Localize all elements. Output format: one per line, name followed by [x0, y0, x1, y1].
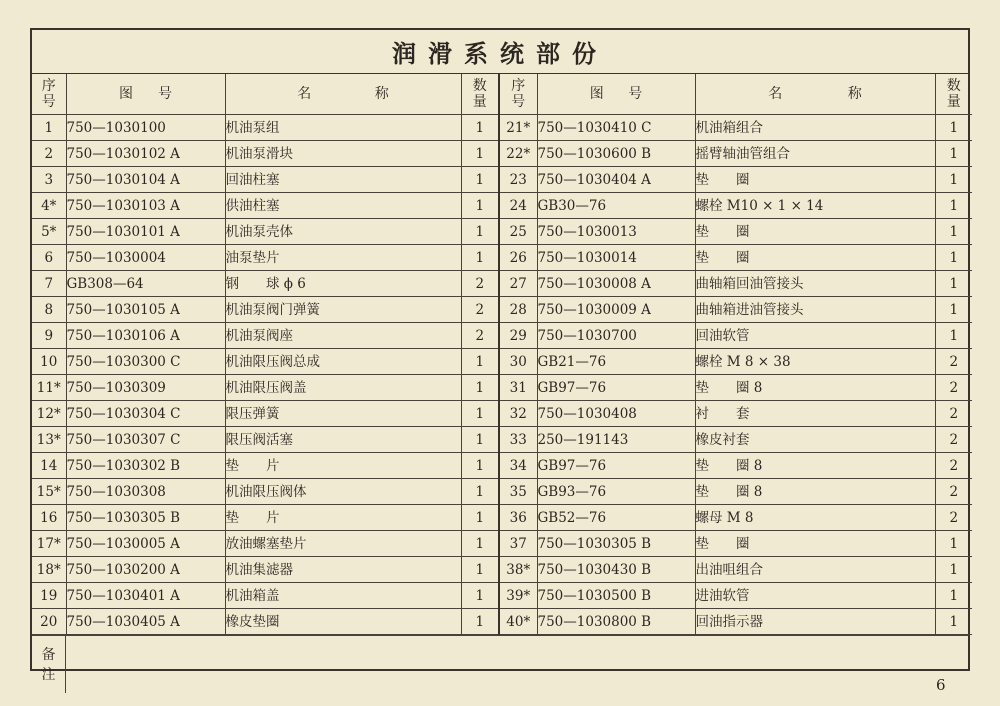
- figure-number-cell: 750—1030103 A: [66, 193, 225, 219]
- parts-sheet: [30, 28, 970, 683]
- quantity-cell: 1: [461, 115, 499, 141]
- quantity-cell: 2: [461, 323, 499, 349]
- table-row: [32, 505, 972, 531]
- table-row: [32, 401, 972, 427]
- part-name-cell: 机油限压阀盖: [225, 375, 461, 401]
- table-row: [32, 271, 972, 297]
- table-row: [32, 323, 972, 349]
- quantity-cell: 1: [461, 193, 499, 219]
- part-name-cell: 摇臂轴油管组合: [695, 141, 935, 167]
- figure-number-cell: 750—1030300 C: [66, 349, 225, 375]
- seq-cell: 17*: [32, 531, 66, 557]
- part-name-cell: 螺栓 M10 × 1 × 14: [695, 193, 935, 219]
- seq-cell: 16: [32, 505, 66, 531]
- quantity-cell: 2: [461, 271, 499, 297]
- part-name-cell: 油泵垫片: [225, 245, 461, 271]
- part-name-cell: 垫 圈 8: [695, 375, 935, 401]
- quantity-cell: 1: [461, 557, 499, 583]
- part-name-cell: 垫 片: [225, 505, 461, 531]
- seq-cell: 10: [32, 349, 66, 375]
- part-name-cell: 螺栓 M 8 × 38: [695, 349, 935, 375]
- seq-cell: 22*: [499, 141, 537, 167]
- quantity-cell: 1: [461, 349, 499, 375]
- header-name: 名 称: [225, 74, 461, 115]
- seq-cell: 8: [32, 297, 66, 323]
- seq-cell: 25: [499, 219, 537, 245]
- seq-cell: 18*: [32, 557, 66, 583]
- parts-body: [32, 115, 972, 635]
- seq-cell: 37: [499, 531, 537, 557]
- part-name-cell: 机油箱组合: [695, 115, 935, 141]
- quantity-cell: 1: [935, 245, 972, 271]
- quantity-cell: 1: [935, 115, 972, 141]
- seq-cell: 36: [499, 505, 537, 531]
- seq-cell: 2: [32, 141, 66, 167]
- table-row: [32, 141, 972, 167]
- table-row: [32, 219, 972, 245]
- figure-number-cell: 750—1030014: [537, 245, 695, 271]
- figure-number-cell: 750—1030405 A: [66, 609, 225, 635]
- table-row: [32, 245, 972, 271]
- quantity-cell: 2: [935, 479, 972, 505]
- figure-number-cell: 250—191143: [537, 427, 695, 453]
- seq-cell: 34: [499, 453, 537, 479]
- quantity-cell: 1: [461, 245, 499, 271]
- figure-number-cell: 750—1030305 B: [537, 531, 695, 557]
- quantity-cell: 1: [461, 453, 499, 479]
- seq-cell: 32: [499, 401, 537, 427]
- seq-cell: 28: [499, 297, 537, 323]
- figure-number-cell: 750—1030404 A: [537, 167, 695, 193]
- table-row: [32, 427, 972, 453]
- quantity-cell: 1: [935, 193, 972, 219]
- part-name-cell: 机油泵组: [225, 115, 461, 141]
- figure-number-cell: 750—1030102 A: [66, 141, 225, 167]
- figure-number-cell: 750—1030800 B: [537, 609, 695, 635]
- part-name-cell: 垫 圈 8: [695, 479, 935, 505]
- parts-table: [32, 74, 972, 635]
- figure-number-cell: 750—1030101 A: [66, 219, 225, 245]
- figure-number-cell: 750—1030304 C: [66, 401, 225, 427]
- figure-number-cell: GB97—76: [537, 375, 695, 401]
- quantity-cell: 2: [935, 401, 972, 427]
- part-name-cell: 回油软管: [695, 323, 935, 349]
- remarks-label: 备 注: [32, 636, 66, 693]
- figure-number-cell: 750—1030401 A: [66, 583, 225, 609]
- table-row: [32, 115, 972, 141]
- figure-number-cell: 750—1030700: [537, 323, 695, 349]
- seq-cell: 27: [499, 271, 537, 297]
- seq-cell: 20: [32, 609, 66, 635]
- figure-number-cell: GB93—76: [537, 479, 695, 505]
- table-row: [32, 609, 972, 635]
- part-name-cell: 出油咀组合: [695, 557, 935, 583]
- quantity-cell: 1: [935, 297, 972, 323]
- figure-number-cell: 750—1030008 A: [537, 271, 695, 297]
- quantity-cell: 1: [461, 505, 499, 531]
- figure-number-cell: 750—1030004: [66, 245, 225, 271]
- figure-number-cell: 750—1030200 A: [66, 557, 225, 583]
- table-row: [32, 375, 972, 401]
- table-row: [32, 193, 972, 219]
- seq-cell: 15*: [32, 479, 66, 505]
- part-name-cell: 垫 圈 8: [695, 453, 935, 479]
- seq-cell: 29: [499, 323, 537, 349]
- figure-number-cell: 750—1030410 C: [537, 115, 695, 141]
- seq-cell: 14: [32, 453, 66, 479]
- table-row: [32, 297, 972, 323]
- page-number: 6: [936, 676, 946, 694]
- header-seq: 序 号: [32, 74, 66, 115]
- seq-cell: 31: [499, 375, 537, 401]
- figure-number-cell: 750—1030302 B: [66, 453, 225, 479]
- quantity-cell: 1: [461, 479, 499, 505]
- remarks-row: [32, 635, 968, 693]
- seq-cell: 4*: [32, 193, 66, 219]
- figure-number-cell: 750—1030104 A: [66, 167, 225, 193]
- figure-number-cell: 750—1030305 B: [66, 505, 225, 531]
- part-name-cell: 放油螺塞垫片: [225, 531, 461, 557]
- part-name-cell: 螺母 M 8: [695, 505, 935, 531]
- figure-number-cell: GB21—76: [537, 349, 695, 375]
- seq-cell: 19: [32, 583, 66, 609]
- quantity-cell: 2: [935, 375, 972, 401]
- seq-cell: 5*: [32, 219, 66, 245]
- seq-cell: 13*: [32, 427, 66, 453]
- quantity-cell: 2: [935, 453, 972, 479]
- figure-number-cell: 750—1030408: [537, 401, 695, 427]
- part-name-cell: 回油指示器: [695, 609, 935, 635]
- quantity-cell: 1: [461, 609, 499, 635]
- part-name-cell: 机油泵滑块: [225, 141, 461, 167]
- part-name-cell: 限压阀活塞: [225, 427, 461, 453]
- seq-cell: 7: [32, 271, 66, 297]
- quantity-cell: 1: [935, 271, 972, 297]
- figure-number-cell: 750—1030105 A: [66, 297, 225, 323]
- quantity-cell: 1: [935, 609, 972, 635]
- quantity-cell: 1: [935, 141, 972, 167]
- quantity-cell: 2: [935, 505, 972, 531]
- quantity-cell: 1: [935, 167, 972, 193]
- figure-number-cell: 750—1030009 A: [537, 297, 695, 323]
- table-row: [32, 531, 972, 557]
- header-qty: 数 量: [935, 74, 972, 115]
- figure-number-cell: 750—1030600 B: [537, 141, 695, 167]
- figure-number-cell: GB52—76: [537, 505, 695, 531]
- part-name-cell: 机油箱盖: [225, 583, 461, 609]
- table-row: [32, 479, 972, 505]
- seq-cell: 26: [499, 245, 537, 271]
- figure-number-cell: GB97—76: [537, 453, 695, 479]
- part-name-cell: 机油限压阀总成: [225, 349, 461, 375]
- seq-cell: 21*: [499, 115, 537, 141]
- figure-number-cell: 750—1030005 A: [66, 531, 225, 557]
- quantity-cell: 1: [461, 401, 499, 427]
- part-name-cell: 机油集滤器: [225, 557, 461, 583]
- seq-cell: 24: [499, 193, 537, 219]
- quantity-cell: 1: [461, 141, 499, 167]
- figure-number-cell: 750—1030308: [66, 479, 225, 505]
- part-name-cell: 橡皮垫圈: [225, 609, 461, 635]
- quantity-cell: 1: [461, 531, 499, 557]
- seq-cell: 11*: [32, 375, 66, 401]
- header-seq: 序 号: [499, 74, 537, 115]
- seq-cell: 9: [32, 323, 66, 349]
- quantity-cell: 2: [935, 427, 972, 453]
- quantity-cell: 1: [461, 219, 499, 245]
- quantity-cell: 1: [461, 375, 499, 401]
- quantity-cell: 2: [461, 297, 499, 323]
- seq-cell: 39*: [499, 583, 537, 609]
- table-row: [32, 557, 972, 583]
- quantity-cell: 1: [935, 583, 972, 609]
- seq-cell: 33: [499, 427, 537, 453]
- seq-cell: 40*: [499, 609, 537, 635]
- part-name-cell: 橡皮衬套: [695, 427, 935, 453]
- part-name-cell: 机油泵阀座: [225, 323, 461, 349]
- quantity-cell: 1: [935, 323, 972, 349]
- part-name-cell: 机油限压阀体: [225, 479, 461, 505]
- header-fig: 图 号: [537, 74, 695, 115]
- header-row: [32, 74, 972, 115]
- seq-cell: 6: [32, 245, 66, 271]
- figure-number-cell: 750—1030100: [66, 115, 225, 141]
- part-name-cell: 衬 套: [695, 401, 935, 427]
- page-title: 润滑系统部份: [32, 30, 968, 74]
- part-name-cell: 机油泵阀门弹簧: [225, 297, 461, 323]
- part-name-cell: 垫 片: [225, 453, 461, 479]
- part-name-cell: 回油柱塞: [225, 167, 461, 193]
- figure-number-cell: 750—1030430 B: [537, 557, 695, 583]
- quantity-cell: 1: [461, 167, 499, 193]
- seq-cell: 30: [499, 349, 537, 375]
- table-row: [32, 453, 972, 479]
- quantity-cell: 1: [461, 427, 499, 453]
- table-row: [32, 167, 972, 193]
- seq-cell: 38*: [499, 557, 537, 583]
- seq-cell: 1: [32, 115, 66, 141]
- part-name-cell: 垫 圈: [695, 531, 935, 557]
- table-row: [32, 349, 972, 375]
- seq-cell: 12*: [32, 401, 66, 427]
- part-name-cell: 垫 圈: [695, 167, 935, 193]
- table-row: [32, 583, 972, 609]
- figure-number-cell: 750—1030013: [537, 219, 695, 245]
- quantity-cell: 1: [935, 557, 972, 583]
- seq-cell: 3: [32, 167, 66, 193]
- header-fig: 图 号: [66, 74, 225, 115]
- part-name-cell: 进油软管: [695, 583, 935, 609]
- part-name-cell: 机油泵壳体: [225, 219, 461, 245]
- header-name: 名 称: [695, 74, 935, 115]
- figure-number-cell: 750—1030307 C: [66, 427, 225, 453]
- quantity-cell: 1: [935, 531, 972, 557]
- part-name-cell: 垫 圈: [695, 245, 935, 271]
- quantity-cell: 1: [935, 219, 972, 245]
- quantity-cell: 2: [935, 349, 972, 375]
- part-name-cell: 曲轴箱回油管接头: [695, 271, 935, 297]
- figure-number-cell: GB30—76: [537, 193, 695, 219]
- part-name-cell: 曲轴箱进油管接头: [695, 297, 935, 323]
- figure-number-cell: 750—1030106 A: [66, 323, 225, 349]
- seq-cell: 35: [499, 479, 537, 505]
- part-name-cell: 限压弹簧: [225, 401, 461, 427]
- figure-number-cell: GB308—64: [66, 271, 225, 297]
- seq-cell: 23: [499, 167, 537, 193]
- part-name-cell: 垫 圈: [695, 219, 935, 245]
- part-name-cell: 供油柱塞: [225, 193, 461, 219]
- header-qty: 数 量: [461, 74, 499, 115]
- figure-number-cell: 750—1030309: [66, 375, 225, 401]
- quantity-cell: 1: [461, 583, 499, 609]
- figure-number-cell: 750—1030500 B: [537, 583, 695, 609]
- part-name-cell: 钢 球 ϕ 6: [225, 271, 461, 297]
